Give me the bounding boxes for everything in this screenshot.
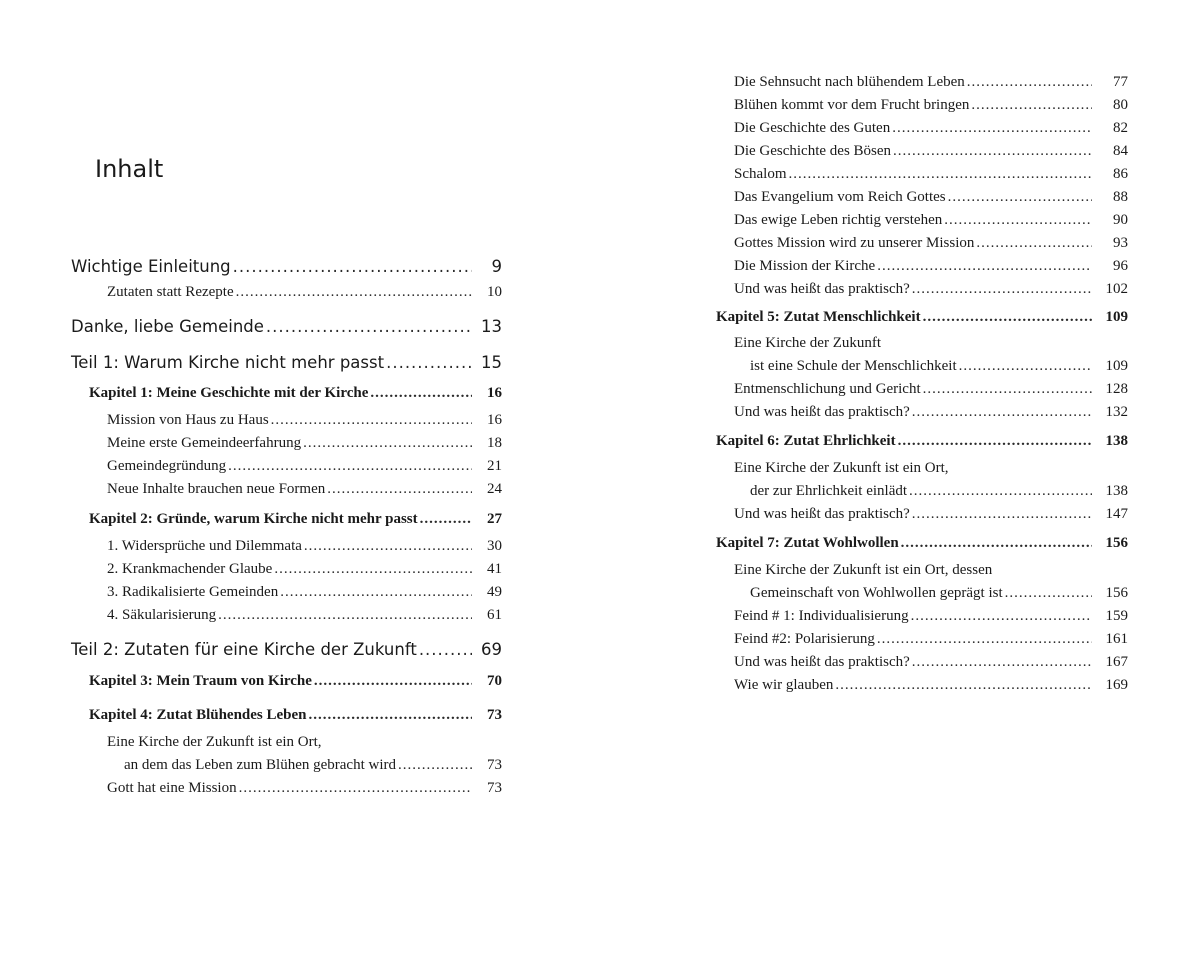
- toc-entry-label: Das ewige Leben richtig verstehen: [734, 212, 943, 228]
- toc-entry-label: 2. Krankmachender Glaube: [107, 561, 273, 577]
- toc-entry-label: Zutaten statt Rezepte: [107, 284, 234, 300]
- toc-entry-label: Kapitel 4: Zutat Blühendes Leben: [89, 707, 307, 723]
- dot-leader: [971, 98, 1092, 113]
- toc-entry-label: Und was heißt das praktisch?: [734, 654, 910, 670]
- toc-entry-label: Gottes Mission wird zu unserer Mission: [734, 235, 975, 251]
- toc-entry-label: Mission von Haus zu Haus: [107, 412, 269, 428]
- toc-entry-kapitel-3[interactable]: [89, 674, 502, 689]
- toc-entry-label: Entmenschlichung und Gericht: [734, 381, 921, 397]
- dot-leader: [909, 484, 1092, 499]
- toc-entry-gott-hat-eine-mission[interactable]: [107, 781, 502, 796]
- toc-entry-praktisch-kap4[interactable]: [734, 282, 1128, 297]
- toc-entry-leben-zum-bluehen[interactable]: [124, 758, 502, 773]
- dot-leader: [239, 781, 472, 796]
- dot-leader: [923, 310, 1092, 325]
- dot-leader: [967, 75, 1092, 90]
- toc-entry-page: 102: [1105, 281, 1128, 297]
- toc-entry-schalom[interactable]: [734, 167, 1128, 182]
- toc-entry-page: 10: [487, 284, 502, 300]
- toc-entry-bluehen-frucht[interactable]: [734, 98, 1128, 113]
- dot-leader: [901, 536, 1092, 551]
- dot-leader: [271, 413, 472, 428]
- toc-entry-label: Kapitel 2: Gründe, warum Kirche nicht mehr passt: [89, 511, 418, 527]
- toc-entry-kapitel-4[interactable]: [89, 708, 502, 723]
- toc-entry-page: 156: [1105, 585, 1128, 601]
- toc-entry-page: 159: [1105, 608, 1128, 624]
- toc-entry-label: Gott hat eine Mission: [107, 780, 237, 796]
- toc-entry-page: 96: [1113, 258, 1128, 274]
- toc-entry-praktisch-kap5[interactable]: [734, 405, 1128, 420]
- dot-leader: [944, 213, 1092, 228]
- toc-entry-ehrlich-line1: Eine Kirche der Zukunft ist ein Ort,: [734, 460, 949, 476]
- dot-leader: [948, 190, 1092, 205]
- dot-leader: [976, 236, 1092, 251]
- toc-entry-label: 3. Radikalisierte Gemeinden: [107, 584, 279, 600]
- toc-entry-label: Kapitel 3: Mein Traum von Kirche: [89, 673, 312, 689]
- dot-leader: [370, 386, 472, 401]
- toc-entry-page: 61: [487, 607, 502, 623]
- dot-leader: [420, 512, 472, 527]
- toc-entry-page: 128: [1105, 381, 1128, 397]
- toc-entry-feind-2[interactable]: [734, 632, 1128, 647]
- toc-entry-wie-wir-glauben[interactable]: [734, 678, 1128, 693]
- toc-entry-label: Feind # 1: Individualisierung: [734, 608, 909, 624]
- toc-entry-label: Teil 1: Warum Kirche nicht mehr passt: [71, 353, 385, 372]
- toc-entry-page: 84: [1113, 143, 1128, 159]
- toc-entry-feind-1[interactable]: [734, 609, 1128, 624]
- dot-leader: [835, 678, 1092, 693]
- toc-entry-entmenschlichung[interactable]: [734, 382, 1128, 397]
- toc-entry-label: an dem das Leben zum Blühen gebracht wird: [124, 757, 396, 773]
- toc-entry-page: 80: [1113, 97, 1128, 113]
- toc-entry-zutaten-statt-rezepte[interactable]: [107, 285, 502, 300]
- toc-entry-label: Die Geschichte des Bösen: [734, 143, 892, 159]
- toc-entry-page: 156: [1105, 535, 1128, 551]
- toc-entry-label: Und was heißt das praktisch?: [734, 281, 910, 297]
- toc-entry-sehnsucht[interactable]: [734, 75, 1128, 90]
- toc-entry-page: 73: [487, 780, 502, 796]
- toc-entry-kapitel-5[interactable]: [716, 310, 1128, 325]
- toc-entry-teil-2[interactable]: [71, 642, 502, 659]
- toc-entry-wichtige-einleitung[interactable]: [71, 259, 502, 276]
- toc-entry-page: 15: [481, 353, 502, 372]
- toc-entry-gemeindegruendung[interactable]: [107, 459, 502, 474]
- dot-leader: [327, 482, 472, 497]
- toc-entry-label: Wie wir glauben: [734, 677, 834, 693]
- toc-entry-label: Das Evangelium vom Reich Gottes: [734, 189, 946, 205]
- toc-title: Inhalt: [95, 155, 164, 183]
- toc-entry-label: Die Sehnsucht nach blühendem Leben: [734, 74, 965, 90]
- dot-leader: [304, 539, 472, 554]
- toc-entry-page: 24: [487, 481, 502, 497]
- dot-leader: [274, 562, 472, 577]
- toc-entry-page: 41: [487, 561, 502, 577]
- dot-leader: [303, 436, 472, 451]
- toc-entry-label: Kapitel 5: Zutat Menschlichkeit: [716, 309, 921, 325]
- dot-leader: [912, 507, 1092, 522]
- toc-entry-label: Danke, liebe Gemeinde: [71, 317, 264, 336]
- toc-entry-gottes-mission[interactable]: [734, 236, 1128, 251]
- toc-entry-page: 138: [1105, 483, 1128, 499]
- dot-leader: [233, 259, 472, 276]
- toc-entry-schule-line1: Eine Kirche der Zukunft: [734, 335, 882, 351]
- toc-entry-mission-von-haus-zu-haus[interactable]: [107, 413, 502, 428]
- toc-entry-page: 82: [1113, 120, 1128, 136]
- toc-entry-page: 93: [1113, 235, 1128, 251]
- toc-entry-wohlwollen-gepraegt[interactable]: [750, 586, 1128, 601]
- dot-leader: [419, 642, 472, 659]
- toc-entry-page: 86: [1113, 166, 1128, 182]
- toc-entry-krankmachender-glaube[interactable]: [107, 562, 502, 577]
- dot-leader: [893, 144, 1092, 159]
- toc-entry-page: 16: [487, 385, 502, 401]
- toc-entry-label: Und was heißt das praktisch?: [734, 404, 910, 420]
- toc-entry-label: Schalom: [734, 166, 787, 182]
- toc-entry-page: 169: [1105, 677, 1128, 693]
- toc-entry-label: Und was heißt das praktisch?: [734, 506, 910, 522]
- dot-leader: [218, 608, 472, 623]
- toc-entry-label: Die Mission der Kirche: [734, 258, 876, 274]
- toc-entry-label: Feind #2: Polarisierung: [734, 631, 875, 647]
- toc-entry-ewige-leben[interactable]: [734, 213, 1128, 228]
- toc-entry-page: 73: [487, 707, 502, 723]
- toc-entry-label: Neue Inhalte brauchen neue Formen: [107, 481, 326, 497]
- toc-entry-label: Kapitel 1: Meine Geschichte mit der Kirche: [89, 385, 369, 401]
- right-page: [600, 0, 1200, 955]
- toc-entry-kapitel-6[interactable]: [716, 434, 1128, 449]
- dot-leader: [398, 758, 472, 773]
- dot-leader: [912, 405, 1092, 420]
- toc-entry-page: 147: [1105, 506, 1128, 522]
- toc-entry-label: Kapitel 7: Zutat Wohlwollen: [716, 535, 899, 551]
- toc-entry-kapitel-1[interactable]: [89, 386, 502, 401]
- dot-leader: [959, 359, 1092, 374]
- toc-entry-praktisch-kap6[interactable]: [734, 507, 1128, 522]
- dot-leader: [386, 355, 472, 372]
- toc-entry-page: 109: [1105, 309, 1128, 325]
- toc-entry-label: Blühen kommt vor dem Frucht bringen: [734, 97, 970, 113]
- toc-entry-label: ist eine Schule der Menschlichkeit: [750, 358, 957, 374]
- toc-entry-label: 1. Widersprüche und Dilemmata: [107, 538, 302, 554]
- toc-entry-page: 49: [487, 584, 502, 600]
- toc-entry-teil-1[interactable]: [71, 355, 502, 372]
- dot-leader: [314, 674, 472, 689]
- toc-entry-schule-menschlichkeit[interactable]: [750, 359, 1128, 374]
- toc-entry-page: 30: [487, 538, 502, 554]
- dot-leader: [923, 382, 1092, 397]
- toc-entry-saekularisierung[interactable]: [107, 608, 502, 623]
- toc-entry-page: 161: [1105, 631, 1128, 647]
- toc-entry-page: 27: [487, 511, 502, 527]
- dot-leader: [228, 459, 472, 474]
- dot-leader: [912, 655, 1092, 670]
- toc-entry-label: Meine erste Gemeindeerfahrung: [107, 435, 302, 451]
- toc-entry-page: 138: [1105, 433, 1128, 449]
- dot-leader: [309, 708, 472, 723]
- toc-entry-page: 73: [487, 757, 502, 773]
- dot-leader: [911, 609, 1092, 624]
- toc-entry-page: 167: [1105, 654, 1128, 670]
- toc-entry-page: 69: [481, 640, 502, 659]
- toc-entry-widersprueche[interactable]: [107, 539, 502, 554]
- toc-entry-neue-inhalte[interactable]: [107, 482, 502, 497]
- toc-entry-kapitel-7[interactable]: [716, 536, 1128, 551]
- toc-entry-page: 16: [487, 412, 502, 428]
- dot-leader: [912, 282, 1092, 297]
- toc-entry-page: 90: [1113, 212, 1128, 228]
- toc-entry-label: Gemeinschaft von Wohlwollen geprägt ist: [750, 585, 1003, 601]
- toc-entry-mission-der-kirche[interactable]: [734, 259, 1128, 274]
- toc-entry-evangelium[interactable]: [734, 190, 1128, 205]
- toc-entry-page: 109: [1105, 358, 1128, 374]
- toc-entry-gemeindeerfahrung[interactable]: [107, 436, 502, 451]
- toc-entry-radikalisierte-gemeinden[interactable]: [107, 585, 502, 600]
- toc-entry-page: 77: [1113, 74, 1128, 90]
- toc-entry-page: 132: [1105, 404, 1128, 420]
- toc-entry-page: 88: [1113, 189, 1128, 205]
- toc-entry-label: Die Geschichte des Guten: [734, 120, 891, 136]
- dot-leader: [789, 167, 1093, 182]
- toc-entry-kirche-ort-line1: Eine Kirche der Zukunft ist ein Ort,: [107, 734, 322, 750]
- dot-leader: [236, 285, 472, 300]
- toc-entry-label: Kapitel 6: Zutat Ehrlichkeit: [716, 433, 896, 449]
- toc-entry-label: Teil 2: Zutaten für eine Kirche der Zukunft: [71, 640, 417, 659]
- dot-leader: [1005, 586, 1092, 601]
- toc-entry-label: Wichtige Einleitung: [71, 257, 231, 276]
- toc-entry-praktisch-kap7[interactable]: [734, 655, 1128, 670]
- toc-entry-page: 18: [487, 435, 502, 451]
- dot-leader: [877, 632, 1092, 647]
- toc-entry-page: 21: [487, 458, 502, 474]
- toc-entry-danke[interactable]: [71, 319, 502, 336]
- dot-leader: [877, 259, 1092, 274]
- dot-leader: [892, 121, 1092, 136]
- dot-leader: [898, 434, 1092, 449]
- toc-entry-ehrlichkeit-einlaedt[interactable]: [750, 484, 1128, 499]
- toc-entry-wohl-line1: Eine Kirche der Zukunft ist ein Ort, dessen: [734, 562, 993, 578]
- toc-entry-geschichte-boesen[interactable]: [734, 144, 1128, 159]
- toc-entry-kapitel-2[interactable]: [89, 512, 502, 527]
- dot-leader: [266, 319, 472, 336]
- toc-entry-geschichte-guten[interactable]: [734, 121, 1128, 136]
- toc-list-right: [600, 0, 1200, 955]
- toc-entry-label: der zur Ehrlichkeit einlädt: [750, 483, 908, 499]
- dot-leader: [280, 585, 472, 600]
- toc-entry-page: 9: [491, 257, 502, 276]
- toc-entry-label: 4. Säkularisierung: [107, 607, 217, 623]
- toc-entry-page: 13: [481, 317, 502, 336]
- toc-entry-page: 70: [487, 673, 502, 689]
- toc-entry-label: Gemeindegründung: [107, 458, 227, 474]
